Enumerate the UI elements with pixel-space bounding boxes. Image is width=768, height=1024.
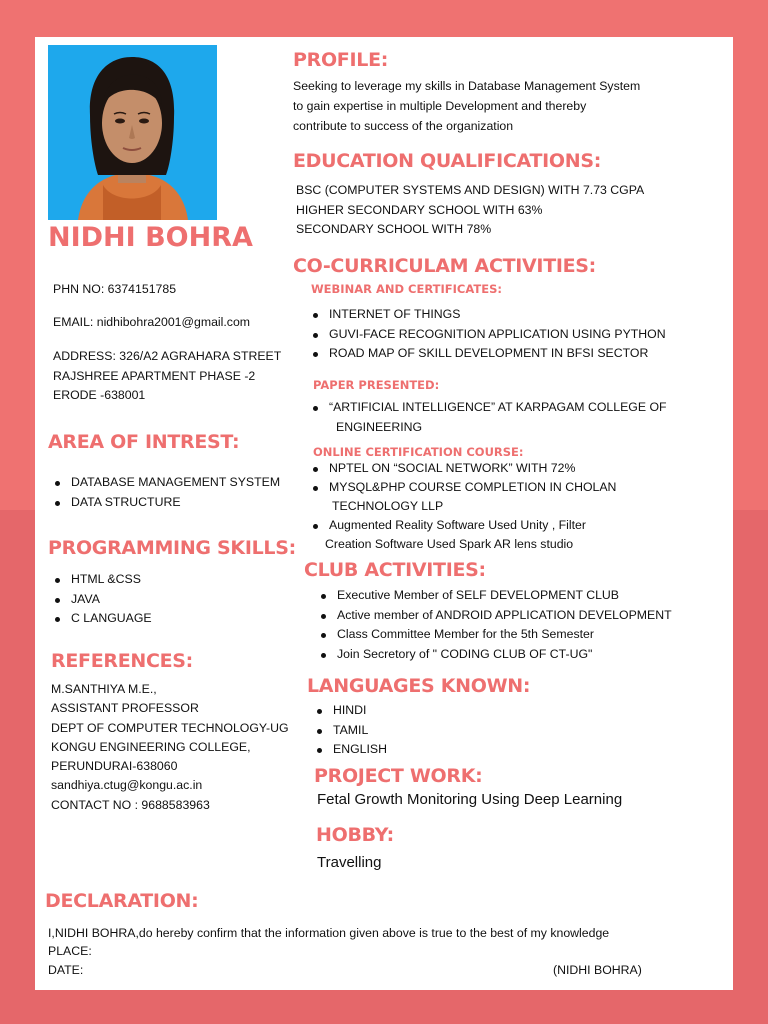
- education-line: SECONDARY SCHOOL WITH 78%: [296, 222, 492, 237]
- paper-presented-heading: PAPER PRESENTED:: [313, 378, 440, 392]
- list-item: JAVA: [53, 590, 152, 610]
- online-line: Augmented Reality Software Used Unity , Filter: [329, 518, 586, 532]
- email-address: EMAIL: nidhibohra2001@gmail.com: [53, 315, 251, 329]
- reference-line: DEPT OF COMPUTER TECHNOLOGY-UG: [51, 720, 289, 735]
- list-item: HTML &CSS: [53, 570, 152, 590]
- profile-line: to gain expertise in multiple Development and thereby: [293, 99, 587, 113]
- list-item: Class Committee Member for the 5th Semester: [319, 625, 672, 645]
- paper-line: “ARTIFICIAL INTELLIGENCE” AT KARPAGAM COLLEGE OF: [329, 400, 667, 414]
- list-item: [311, 478, 616, 515]
- list-item: Active member of ANDROID APPLICATION DEVELOPMENT: [319, 606, 672, 626]
- list-item: C LANGUAGE: [53, 609, 152, 629]
- address-line: ERODE -638001: [53, 388, 146, 403]
- list-item: INTERNET OF THINGS: [311, 305, 666, 325]
- list-item: HINDI: [315, 701, 387, 721]
- declaration-date: DATE:: [48, 963, 84, 977]
- programming-skills-heading: PROGRAMMING SKILLS:: [48, 537, 296, 559]
- declaration-signature: (NIDHI BOHRA): [553, 963, 642, 977]
- project-heading: PROJECT WORK:: [314, 765, 483, 787]
- education-line: BSC (COMPUTER SYSTEMS AND DESIGN) WITH 7.73 CGPA: [296, 183, 645, 197]
- list-item: [311, 398, 667, 437]
- list-item: GUVI-FACE RECOGNITION APPLICATION USING PYTHON: [311, 325, 666, 345]
- profile-line: Seeking to leverage my skills in Database Management System: [293, 79, 641, 93]
- portrait-illustration: [48, 45, 217, 220]
- education-line: HIGHER SECONDARY SCHOOL WITH 63%: [296, 202, 543, 217]
- postal-address: [53, 347, 281, 406]
- co-curricular-heading: CO-CURRICULAM ACTIVITIES:: [293, 255, 596, 277]
- online-course-heading: ONLINE CERTIFICATION COURSE:: [313, 445, 524, 459]
- area-of-interest-list: [53, 473, 280, 512]
- languages-list: [315, 701, 387, 760]
- list-item: [311, 516, 616, 554]
- reference-line: sandhiya.ctug@kongu.ac.in: [51, 778, 203, 793]
- list-item: DATABASE MANAGEMENT SYSTEM: [53, 473, 280, 493]
- profile-heading: PROFILE:: [293, 49, 389, 71]
- online-line: Creation Software Used Spark AR lens studio: [325, 537, 574, 551]
- reference-line: ASSISTANT PROFESSOR: [51, 701, 199, 716]
- club-activities-heading: CLUB ACTIVITIES:: [304, 559, 486, 581]
- address-line: RAJSHREE APARTMENT PHASE -2: [53, 368, 256, 383]
- reference-line: CONTACT NO : 9688583963: [51, 797, 210, 812]
- reference-line: M.SANTHIYA M.E.,: [51, 682, 157, 696]
- reference-line: KONGU ENGINEERING COLLEGE,: [51, 739, 251, 754]
- paper-list: [311, 398, 667, 437]
- declaration-place: PLACE:: [48, 944, 92, 958]
- list-item: DATA STRUCTURE: [53, 493, 280, 513]
- online-line: TECHNOLOGY LLP: [332, 498, 444, 513]
- reference-block: [51, 680, 289, 815]
- list-item: TAMIL: [315, 721, 387, 741]
- hobby-heading: HOBBY:: [316, 824, 394, 846]
- address-line: ADDRESS: 326/A2 AGRAHARA STREET: [53, 349, 282, 363]
- area-of-interest-heading: AREA OF INTREST:: [48, 431, 240, 453]
- phone-number: PHN NO: 6374151785: [53, 282, 177, 296]
- education-list: [296, 181, 644, 240]
- webinar-heading: WEBINAR AND CERTIFICATES:: [311, 282, 502, 296]
- online-line: MYSQL&PHP COURSE COMPLETION IN CHOLAN: [329, 480, 617, 494]
- declaration-heading: DECLARATION:: [45, 890, 199, 912]
- hobby-text: Travelling: [317, 854, 382, 871]
- list-item: NPTEL ON “SOCIAL NETWORK” WITH 72%: [311, 459, 616, 478]
- languages-heading: LANGUAGES KNOWN:: [307, 675, 531, 697]
- references-heading: REFERENCES:: [51, 650, 193, 672]
- list-item: Executive Member of SELF DEVELOPMENT CLUB: [319, 586, 672, 606]
- paper-line: ENGINEERING: [336, 419, 423, 434]
- profile-summary: [293, 76, 640, 136]
- list-item: Join Secretory of " CODING CLUB OF CT-UG": [319, 645, 672, 665]
- reference-line: PERUNDURAI-638060: [51, 759, 178, 774]
- list-item: ROAD MAP OF SKILL DEVELOPMENT IN BFSI SECTOR: [311, 344, 666, 364]
- club-activities-list: [319, 586, 672, 665]
- profile-photo: [48, 45, 217, 220]
- candidate-name: NIDHI BOHRA: [48, 222, 253, 253]
- online-course-list: [311, 459, 616, 554]
- project-title: Fetal Growth Monitoring Using Deep Learning: [317, 791, 623, 808]
- programming-skills-list: [53, 570, 152, 629]
- education-heading: EDUCATION QUALIFICATIONS:: [293, 150, 602, 172]
- profile-line: contribute to success of the organization: [293, 119, 514, 133]
- webinar-list: [311, 305, 666, 364]
- list-item: ENGLISH: [315, 740, 387, 760]
- declaration-text: I,NIDHI BOHRA,do hereby confirm that the information given above is true to the best of my knowledge: [48, 926, 610, 940]
